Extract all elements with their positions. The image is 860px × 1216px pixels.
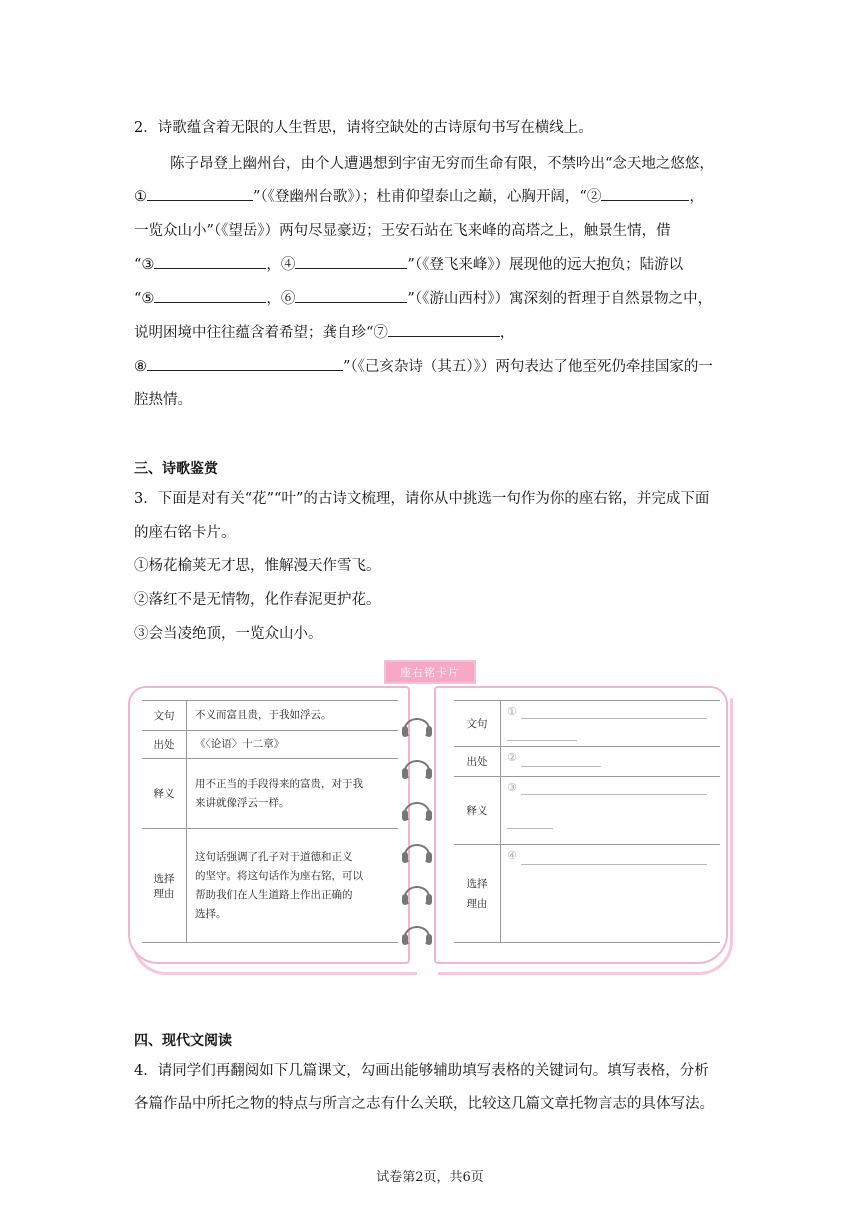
answer-label-wenju: 文句 <box>454 701 501 747</box>
q2-line-7: ⑧ ”（《己亥杂诗（其五）》）两句表达了他至死仍牵挂国家的一 <box>134 355 713 376</box>
card-right-page <box>434 686 728 964</box>
example-wenju: 不义而富且贵，于我如浮云。 <box>187 701 399 731</box>
q2-stem: 2．诗歌蕴含着无限的人生哲思，请将空缺处的古诗原句书写在横线上。 <box>134 120 593 136</box>
q2-line-3: 一览众山小”（《望岳》）两句尽显豪迈；王安石站在飞来峰的高塔之上，触景生情，借 <box>134 223 671 239</box>
motto-card <box>128 660 730 974</box>
q4-line-2: 各篇作品中所托之物的特点与所言之志有什么关联，比较这几篇文章托物言志的具体写法。 <box>134 1096 714 1112</box>
blank-3[interactable] <box>154 254 266 269</box>
q3-option-3: ③会当凌绝顶，一览众山小。 <box>134 626 323 642</box>
answer-label-liyou: 选择 理由 <box>454 845 501 943</box>
example-shiyi: 用不正当的手段得来的富贵，对于我 来讲就像浮云一样。 <box>187 759 399 829</box>
blank-7[interactable] <box>388 322 500 337</box>
q3-stem-1: 3．下面是对有关“花”“叶”的古诗文梳理，请你从中挑选一句作为你的座右铭，并完成下面 <box>134 491 710 507</box>
blank-4[interactable] <box>295 254 407 269</box>
q2-line-2: ① ”（《登幽州台歌》）；杜甫仰望泰山之巅，心胸开阔，“② ， <box>134 185 704 206</box>
blank-2[interactable] <box>601 186 689 201</box>
example-chuchu: 《〈论语〉十二章》 <box>187 731 399 759</box>
answer-wenju[interactable]: ① <box>501 701 721 747</box>
example-table <box>142 700 398 943</box>
blank-1[interactable] <box>147 186 253 201</box>
section-title-4: 四、现代文阅读 <box>134 1033 232 1049</box>
answer-label-shiyi: 释义 <box>454 777 501 845</box>
blank-8[interactable] <box>147 356 343 371</box>
q3-stem-2: 的座右铭卡片。 <box>134 525 236 541</box>
answer-shiyi[interactable]: ③ <box>501 777 721 845</box>
blank-6[interactable] <box>295 288 407 303</box>
row-label-shiyi: 释义 <box>142 759 187 829</box>
q2-line-8: 腔热情。 <box>134 392 192 408</box>
answer-liyou[interactable]: ④ <box>501 845 721 943</box>
row-label-chuchu: 出处 <box>142 731 187 759</box>
answer-table <box>454 700 720 943</box>
q3-option-1: ①杨花榆荚无才思，惟解漫天作雪飞。 <box>134 558 381 574</box>
q2-line-5: “⑤ ，⑥ ”（《游山西村》）寓深刻的哲理于自然景物之中， <box>134 287 712 308</box>
q2-line-1: 陈子昂登上幽州台，由个人遭遇想到宇宙无穷而生命有限，不禁吟出“念天地之悠悠， <box>170 156 714 172</box>
section-title-3: 三、诗歌鉴赏 <box>134 461 218 477</box>
page-footer: 试卷第2页，共6页 <box>376 1170 484 1185</box>
q4-line-1: 4．请同学们再翻阅如下几篇课文，勾画出能够辅助填写表格的关键词句。填写表格，分析 <box>134 1063 709 1079</box>
answer-chuchu[interactable]: ② <box>501 747 721 777</box>
example-liyou: 这句话强调了孔子对于道德和正义 的坚守。将这句话作为座右铭，可以 帮助我们在人生道路上作出正确的 选择。 <box>187 829 399 943</box>
q2-line-4: “③ ，④ ”（《登飞来峰》）展现他的远大抱负；陆游以 <box>134 253 683 274</box>
blank-5[interactable] <box>154 288 266 303</box>
q3-option-2: ②落红不是无情物，化作春泥更护花。 <box>134 592 381 608</box>
q2-line-6: 说明困境中往往蕴含着希望；龚自珍“⑦ ， <box>134 321 514 342</box>
card-left-page <box>128 686 410 964</box>
answer-label-chuchu: 出处 <box>454 747 501 777</box>
card-title: 座右铭卡片 <box>384 660 476 684</box>
row-label-wenju: 文句 <box>142 701 187 731</box>
row-label-liyou: 选择 理由 <box>142 829 187 943</box>
